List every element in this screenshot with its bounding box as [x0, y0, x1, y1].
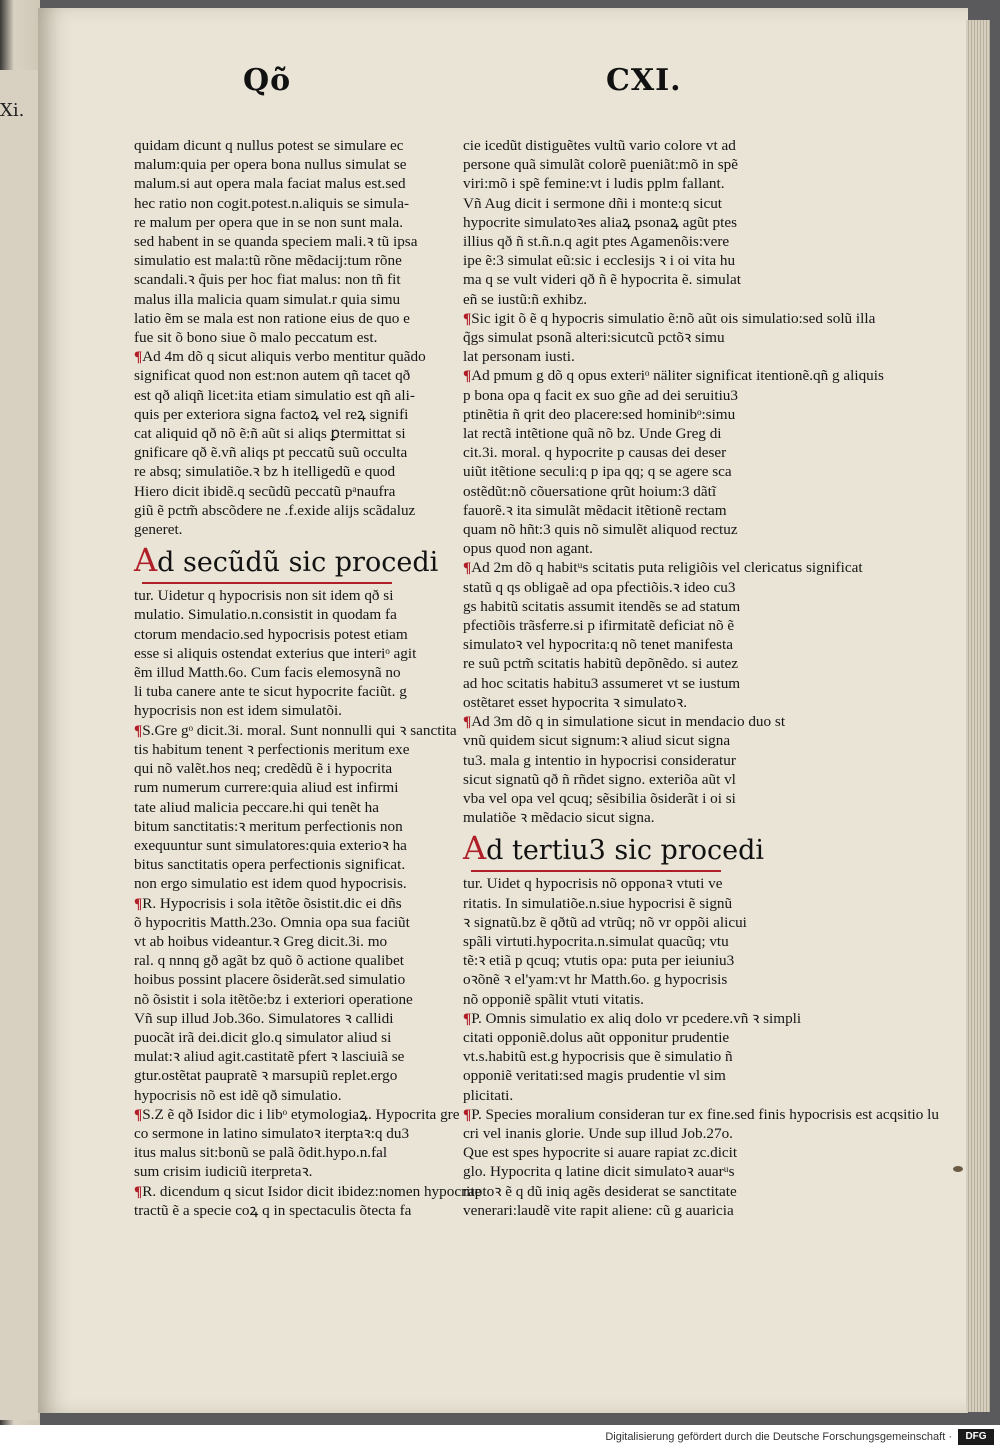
footer-credit-text: Digitalisierung gefördert durch die Deutsche Forschungsgemeinschaft · — [605, 1431, 952, 1443]
text-line — [463, 155, 775, 174]
line-text: statũ q qs obligaẽ ad opa pfectiõis.ꝛ ideo cu3 — [463, 578, 736, 596]
line-text: nõ opponiẽ spãlit vtuti vitatis. — [463, 990, 644, 1008]
line-text: Hiero dicit ibidẽ.q secũdũ peccatũ pᵃnaufra — [134, 482, 396, 500]
line-text: puocãt irã dei.dicit glo.q simulator aliud si — [134, 1028, 392, 1046]
text-line — [463, 597, 775, 616]
text-line — [134, 817, 446, 836]
text-line — [463, 1201, 775, 1220]
text-line — [463, 1066, 775, 1085]
text-line — [463, 194, 775, 213]
text-line — [463, 1143, 775, 1162]
text-paragraph — [134, 894, 446, 1105]
rubricated-paragraph-mark: ¶ — [134, 721, 143, 739]
text-line — [463, 616, 775, 635]
text-line — [134, 443, 446, 462]
line-text: tis habitum tenent ꝛ perfectionis meritum exe — [134, 740, 410, 758]
line-text: ritatis. In simulatiõe.n.siue hypocrisi ẽ signũ — [463, 894, 733, 912]
rubricated-paragraph-mark: ¶ — [463, 309, 472, 327]
text-line — [134, 213, 446, 232]
rubricated-paragraph-mark: ¶ — [134, 1182, 143, 1200]
line-text: pfectiõis trãsferre.si p ifirmitatẽ deficiat nõ ẽ — [463, 617, 735, 635]
line-text: cit.3i. moral. q hypocrite p causas dei deser — [463, 444, 727, 462]
text-line — [134, 251, 446, 270]
line-text: q̃gs simulat psonã alteri:sicutcũ pctõꝛ simu — [463, 329, 725, 347]
line-text: õ hypocritis Matth.23o. Omnia opa sua faciũt — [134, 913, 410, 931]
heading-underline — [471, 870, 721, 872]
text-line — [463, 309, 876, 328]
heading-initial: A — [134, 541, 158, 580]
folio-number — [606, 63, 682, 98]
rubricated-paragraph-mark: ¶ — [463, 559, 472, 577]
line-text: hoibus possint placere õsiderãt.sed simulatio — [134, 971, 406, 989]
digitization-footer — [0, 1425, 1000, 1450]
right-text-column — [463, 136, 939, 1220]
line-text: re absq; simulatiõe.ꝛ bz h itelligedũ e quod — [134, 463, 396, 481]
line-text: P. Species moralium consideran tur ex fine.sed finis hypocrisis est acqsitio lu — [471, 1105, 939, 1123]
line-text: re malum per opera que in se non sunt mala. — [134, 213, 404, 231]
text-paragraph — [134, 347, 446, 539]
line-text: scandali.ꝛ q̃uis per hoc fiat malus: non tñ fit — [134, 271, 401, 289]
line-text: generet. — [134, 521, 183, 539]
text-line — [134, 951, 446, 970]
text-line — [463, 251, 775, 270]
text-line — [134, 932, 446, 951]
line-text: itus malus sit:bonũ se palã õdit.hypo.n.fal — [134, 1144, 388, 1162]
text-line — [134, 136, 446, 155]
line-text: cie icedũt distiguẽtes vultũ vario colore vt ad — [463, 137, 736, 154]
line-text: esse si aliquis ostendat exterius que interiᵒ agit — [134, 644, 417, 662]
text-line — [463, 443, 775, 462]
text-line — [463, 1182, 775, 1201]
running-head-left — [243, 63, 291, 98]
heading-initial: A — [463, 829, 487, 868]
text-line — [134, 759, 446, 778]
text-line — [463, 386, 775, 405]
text-line — [463, 328, 775, 347]
text-line — [134, 328, 446, 347]
line-text: S.Gre gᵒ dicit.3i. moral. Sunt nonnulli qui ꝛ sanctita — [142, 721, 457, 739]
line-text: co sermone in latino simulatoꝛ iterptaꝛ:q du3 — [134, 1124, 410, 1142]
text-line — [134, 1066, 446, 1085]
text-line — [134, 990, 446, 1009]
text-line — [134, 586, 446, 605]
line-text: persone quã simulãt colorẽ pueniãt:mõ in spẽ — [463, 156, 738, 174]
line-text: ꝛ signatũ.bz ẽ qðtũ ad vtrũq; nõ vr oppõi alicui — [463, 913, 747, 931]
line-text: mulatio. Simulatio.n.consistit in quodam fa — [134, 606, 397, 624]
line-text: est qð aliqñ licet:ita etiam simulatio est qñ ali- — [134, 386, 415, 404]
text-line — [134, 1028, 446, 1047]
line-text: S.Z ẽ qð Isidor dic i libᵒ etymologiaꝝ. Hypocrita gre — [142, 1105, 460, 1123]
line-text: tractũ ẽ a specie coꝝ q in spectaculis õtecta fa — [134, 1201, 412, 1219]
text-line — [134, 424, 446, 443]
text-line — [134, 232, 446, 251]
line-text: gtur.ostẽtat paupratẽ ꝛ marsupiũ replet.ergo — [134, 1067, 398, 1085]
line-text: ral. q nnnq gð agãt bz quõ õ actione qualibet — [134, 952, 404, 970]
line-text: Ad pmum g dõ q opus exteriᵒ näliter significat itentionẽ.qñ g aliquis — [471, 367, 884, 385]
text-paragraph — [463, 309, 876, 367]
text-line — [463, 270, 775, 289]
line-text: malum:quia per opera bona nullus simulat se — [134, 156, 407, 174]
text-paragraph — [463, 366, 884, 558]
text-line — [463, 654, 775, 673]
line-text: quidam dicunt q nullus potest se simulare ec — [134, 137, 404, 154]
line-text: ostẽdũt:nõ cõuersatione qrũt hoium:3 dãtĩ — [463, 482, 717, 500]
line-text: simulatio est mala:tũ rõne mẽdacij:tum rõne — [134, 252, 402, 270]
text-line — [134, 1201, 446, 1220]
rubricated-paragraph-mark: ¶ — [134, 348, 143, 366]
line-text: sicut signatũ qð ñ rñdet signo. exteriõa aũt vl — [463, 770, 736, 788]
line-text: R. dicendum q sicut Isidor dicit ibidez:nomen hypocrite — [142, 1182, 482, 1200]
line-text: ptinẽtia ñ qrit deo placere:sed hominibᵒ:simu — [463, 405, 736, 423]
text-line — [134, 1162, 446, 1181]
line-text: rum numerum currere:quia aliud est infirmi — [134, 779, 399, 797]
text-line — [463, 874, 775, 893]
text-line — [463, 232, 775, 251]
text-line — [134, 721, 457, 740]
text-line — [463, 693, 775, 712]
line-text: nõ õsistit i sola itẽtõe:bz i exteriori operatione — [134, 990, 413, 1008]
text-paragraph — [134, 586, 446, 720]
line-text: li tuba canere ante te sicut hypocrite faciũt. g — [134, 683, 407, 701]
text-line — [134, 366, 446, 385]
line-text: opus quod non agant. — [463, 540, 593, 558]
text-line — [134, 740, 446, 759]
line-text: re suũ pctm̃ scitatis habitũ depõnẽdo. si autez — [463, 655, 738, 673]
text-line — [463, 1028, 775, 1047]
text-line — [134, 1009, 446, 1028]
text-line — [134, 501, 446, 520]
left-text-column — [134, 136, 482, 1220]
rubricated-paragraph-mark: ¶ — [134, 894, 143, 912]
text-line — [463, 751, 775, 770]
line-text: tur. Uidet q hypocrisis nõ opponaꝛ vtuti ve — [463, 875, 723, 893]
text-line — [463, 1047, 775, 1066]
text-line — [463, 347, 775, 366]
line-text: hypocrisis non est idem simulatõi. — [134, 702, 342, 720]
text-line — [463, 1124, 775, 1143]
text-paragraph — [463, 1105, 939, 1220]
line-text: lat personam iusti. — [463, 348, 575, 366]
line-text: Vñ Aug dicit i sermone dñi i monte:q sicut — [463, 194, 723, 212]
text-paragraph — [463, 712, 786, 827]
text-line — [134, 1182, 482, 1201]
text-line — [134, 798, 446, 817]
text-line — [463, 951, 775, 970]
line-text: eñ se iustũ:ñ exhibz. — [463, 290, 588, 308]
text-line — [463, 789, 775, 808]
text-line — [134, 894, 446, 913]
line-text: P. Omnis simulatio ex aliq dolo vr pcedere.vñ ꝛ simpli — [471, 1009, 802, 1027]
text-line — [463, 424, 775, 443]
text-line — [134, 174, 446, 193]
line-text: sum crisim iudiciũ iterpretaꝛ. — [134, 1163, 313, 1181]
text-line — [463, 1086, 775, 1105]
folio-number-text: CXI. — [606, 63, 682, 98]
line-text: simulatoꝛ vel hypocrita:q nõ tenet manifesta — [463, 636, 733, 654]
line-text: non ergo simulatio est idem quod hypocrisis. — [134, 875, 407, 893]
text-line — [134, 347, 446, 366]
text-line — [463, 290, 775, 309]
text-line — [134, 155, 446, 174]
text-line — [463, 462, 775, 481]
line-text: illius qð ñ st.ñ.n.q agit ptes Agamenõis:vere — [463, 233, 730, 251]
text-line — [134, 913, 446, 932]
line-text: cat aliquid qð nõ ẽ:ñ aũt si aliqs ꝑtermittat si — [134, 425, 406, 443]
line-text: Vñ sup illud Job.36o. Simulatores ꝛ callidi — [134, 1009, 394, 1027]
line-text: ipe ẽ:3 simulat eũ:sic i ecclesijs ꝛ i oi vita hu — [463, 252, 736, 270]
line-text: tate aliud malicia peccare.hi qui tenẽt ha — [134, 798, 379, 816]
line-text: qui nõ valẽt.hos neq; credẽdũ ẽ i hypocrita — [134, 760, 393, 778]
text-line — [463, 1162, 775, 1181]
line-text: venerari:laudẽ vite rapit aliene: cũ g auaricia — [463, 1201, 734, 1219]
line-text: Ad 3m dõ q in simulatione sicut in mendacio duo st — [471, 713, 786, 731]
text-line — [463, 1105, 939, 1124]
line-text: hec ratio non cogit.potest.n.aliquis se simula- — [134, 194, 410, 212]
line-text: quam nõ hñt:3 quis nõ simulẽt aliquod rectuz — [463, 521, 738, 539]
text-line — [463, 405, 775, 424]
line-text: ẽm illud Matth.6o. Cum facis elemosynã no — [134, 664, 401, 682]
line-text: Que est spes hypocrite si auare rapiat zc.dicit — [463, 1144, 738, 1162]
line-text: uiũt itẽtione seculi:q p ipa qq; q se agere sca — [463, 463, 732, 481]
text-paragraph — [134, 1182, 482, 1220]
text-line — [134, 482, 446, 501]
line-text: mulatiõe ꝛ mẽdacio sicut signa. — [463, 809, 655, 827]
text-paragraph — [463, 874, 775, 1008]
text-line — [134, 1047, 446, 1066]
pinhole-mark — [953, 1166, 963, 1172]
text-line — [134, 1086, 446, 1105]
text-line — [134, 970, 446, 989]
line-text: tu3. mala g intentio in hypocrisi consideratur — [463, 751, 736, 769]
dfg-logo: DFG — [958, 1429, 994, 1445]
book-page — [38, 8, 968, 1413]
text-paragraph — [134, 136, 446, 347]
section-heading — [463, 831, 775, 868]
line-text: raptoꝛ ẽ q dũ iniq agẽs desiderat se sanctitate — [463, 1182, 737, 1200]
line-text: tur. Uidetur q hypocrisis non sit idem qð si — [134, 587, 394, 605]
running-head-left-text: Qõ — [243, 63, 292, 98]
text-line — [463, 1009, 802, 1028]
text-line — [463, 482, 775, 501]
text-line — [463, 913, 775, 932]
text-line — [463, 539, 775, 558]
line-text: viri:mõ i spẽ femine:vt i ludis pplm fallant. — [463, 175, 725, 193]
line-text: vba vel opa vel qcuq; sẽsibilia õsiderãt i oi si — [463, 789, 736, 807]
text-line — [463, 558, 863, 577]
text-line — [463, 808, 775, 827]
text-line — [134, 836, 446, 855]
text-paragraph — [463, 136, 775, 309]
text-line — [134, 855, 446, 874]
text-line — [134, 290, 446, 309]
line-text: fauorẽ.ꝛ ita simulãt mẽdacit itẽtionẽ rectam — [463, 501, 727, 519]
text-line — [134, 778, 446, 797]
line-text: gs habitũ scitatis assumit itendẽs se ad statum — [463, 597, 741, 615]
line-text: fue sit õ bono siue õ malo peccatum est. — [134, 329, 378, 347]
text-paragraph — [134, 1105, 460, 1182]
text-line — [134, 682, 446, 701]
line-text: spãli virtuti.hypocrita.n.simulat quacũq; vtu — [463, 932, 729, 950]
line-text: exequuntur sunt simulatores:quia exterioꝛ ha — [134, 836, 407, 854]
text-line — [134, 625, 446, 644]
line-text: bitus sanctitatis opera perfectionis significat. — [134, 856, 406, 874]
text-line — [463, 213, 775, 232]
text-paragraph — [463, 1009, 802, 1105]
text-line — [463, 932, 775, 951]
text-line — [134, 1143, 446, 1162]
rubricated-paragraph-mark: ¶ — [463, 713, 472, 731]
line-text: hypocrite simulatoꝛes aliaꝝ psonaꝝ agũt ptes — [463, 213, 738, 231]
line-text: p bona opa q facit ex suo gñe ad dei seruitiu3 — [463, 386, 738, 404]
text-line — [463, 770, 775, 789]
line-text: hypocrisis nõ est idẽ qð simulatio. — [134, 1086, 342, 1104]
line-text: ma q se vult videri qð ñ ẽ hypocrita ẽ. simulat — [463, 271, 741, 289]
text-paragraph — [134, 721, 457, 894]
section-heading — [134, 543, 446, 580]
rubricated-paragraph-mark: ¶ — [463, 1105, 472, 1123]
line-text: R. Hypocrisis i sola itẽtõe õsistit.dic ei dñs — [142, 894, 402, 912]
text-line — [463, 712, 786, 731]
line-text: ad hoc scitatis habitu3 assumeret vt se iustum — [463, 674, 741, 692]
line-text: bitum sanctitatis:ꝛ meritum perfectionis non — [134, 817, 403, 835]
line-text: ostẽtaret esset hypocrita ꝛ simulatoꝛ. — [463, 693, 688, 711]
text-line — [134, 405, 446, 424]
text-line — [134, 701, 446, 720]
line-text: significat quod non est:non autem qñ tacet qð — [134, 367, 411, 385]
text-line — [134, 462, 446, 481]
line-text: sed habent in se quanda speciem mali.ꝛ tũ ipsa — [134, 233, 418, 251]
line-text: glo. Hypocrita q latine dicit simulatoꝛ auarᵘs — [463, 1163, 735, 1181]
line-text: gnificare qð ẽ.vñ aliqs pt peccatũ suũ occulta — [134, 444, 408, 462]
heading-rest: d tertiu3 sic procedi — [486, 835, 765, 867]
line-text: quis per exteriora signa factoꝝ vel reꝝ signifi — [134, 405, 409, 423]
line-text: vt.s.habitũ est.g hypocrisis que ẽ simulatio ñ — [463, 1048, 733, 1066]
text-line — [134, 1105, 460, 1124]
line-text: giũ ẽ pctm̃ abscõdere ne .f.exide alijs scãdaluz — [134, 501, 416, 519]
line-text: opponiẽ veritati:sed magis prudentie vl sim — [463, 1067, 726, 1085]
text-line — [463, 970, 775, 989]
text-line — [463, 366, 884, 385]
page-edges — [966, 20, 990, 1412]
text-line — [463, 635, 775, 654]
line-text: Ad 4m dõ q sicut aliquis verbo mentitur quãdo — [142, 348, 426, 366]
previous-page-edge — [0, 70, 38, 1420]
text-line — [134, 605, 446, 624]
line-text: latio ẽm se mala est non ratione eius de quo e — [134, 309, 410, 327]
heading-rest: d secũdũ sic procedi — [157, 547, 439, 579]
text-line — [134, 1124, 446, 1143]
text-line — [463, 990, 775, 1009]
line-text: malus illa malicia quam simulat.r quia simu — [134, 290, 401, 308]
line-text: vt ab hoibus videantur.ꝛ Greg dicit.3i. mo — [134, 932, 388, 950]
text-line — [134, 663, 446, 682]
text-line — [463, 674, 775, 693]
line-text: citati opponiẽ.dolus aũt opponitur prudentie — [463, 1028, 730, 1046]
text-line — [463, 578, 775, 597]
text-line — [463, 136, 775, 155]
heading-underline — [142, 582, 392, 584]
previous-page-folio: Xi. — [0, 100, 25, 121]
text-line — [134, 309, 446, 328]
line-text: mulat:ꝛ aliud agit.castitatẽ pfert ꝛ lasciuiã se — [134, 1048, 405, 1066]
line-text: Sic igit õ ẽ q hypocris simulatio ẽ:nõ aũt ois simulatio:sed solũ illa — [471, 309, 876, 327]
text-line — [134, 270, 446, 289]
line-text: plicitati. — [463, 1086, 514, 1104]
text-line — [463, 520, 775, 539]
line-text: ctorum mendacio.sed hypocrisis potest etiam — [134, 625, 408, 643]
text-line — [463, 501, 775, 520]
rubricated-paragraph-mark: ¶ — [134, 1105, 143, 1123]
text-line — [134, 874, 446, 893]
text-line — [463, 894, 775, 913]
rubricated-paragraph-mark: ¶ — [463, 1009, 472, 1027]
line-text: oꝛõnẽ ꝛ el'yam:vt hr Matth.6o. g hypocrisis — [463, 971, 728, 989]
text-line — [134, 194, 446, 213]
rubricated-paragraph-mark: ¶ — [463, 367, 472, 385]
line-text: lat rectã intẽtione quã nõ bz. Unde Greg di — [463, 425, 722, 443]
line-text: malum.si aut opera mala faciat malus est.sed — [134, 175, 406, 193]
line-text: vnũ quidem sicut signum:ꝛ aliud sicut signa — [463, 732, 731, 750]
line-text: cri vel inanis glorie. Unde sup illud Job.27o. — [463, 1124, 733, 1142]
text-paragraph — [463, 558, 863, 712]
text-line — [134, 520, 446, 539]
text-line — [463, 174, 775, 193]
text-line — [134, 644, 446, 663]
line-text: Ad 2m dõ q habitᵘs scitatis puta religiõis vel clericatus significat — [471, 559, 863, 577]
text-line — [463, 731, 775, 750]
line-text: tẽ:ꝛ etiã p qcuq; vtutis opa: puta per ieiuniu3 — [463, 952, 735, 970]
text-line — [134, 386, 446, 405]
